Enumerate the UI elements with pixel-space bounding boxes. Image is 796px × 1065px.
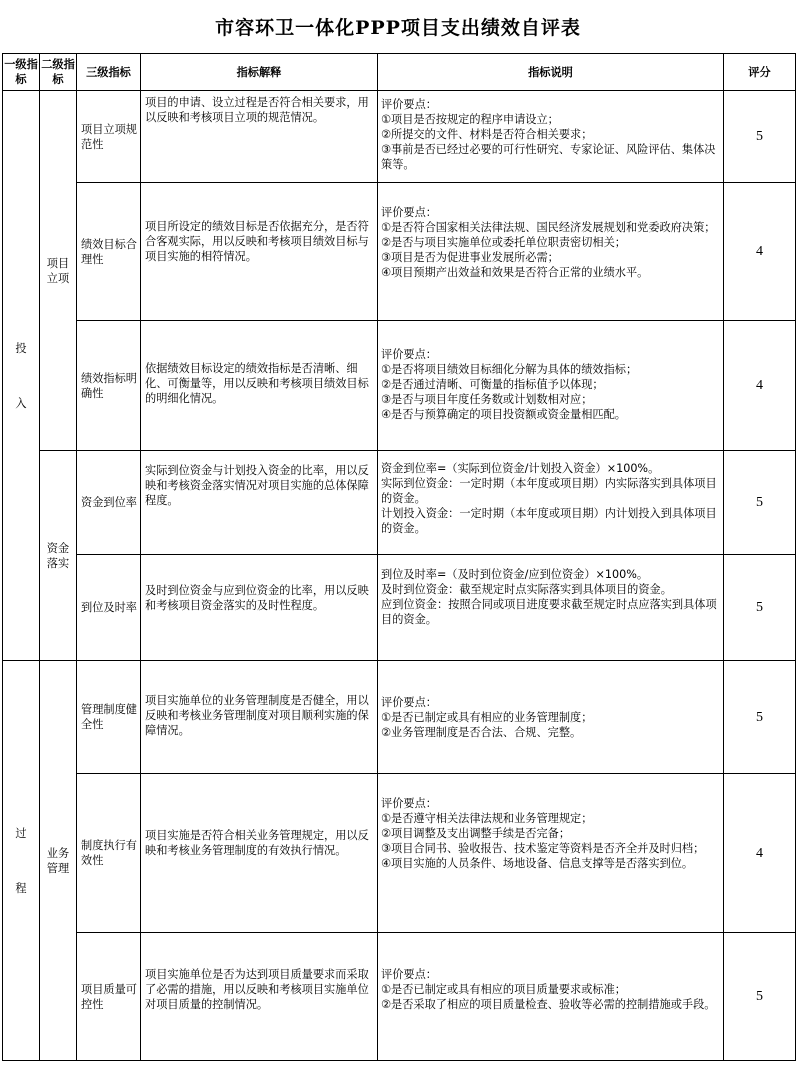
header-score: 评分 xyxy=(724,54,796,91)
header-description: 指标说明 xyxy=(378,54,724,91)
header-row xyxy=(3,54,796,91)
indicator-score: 4 xyxy=(724,321,796,451)
indicator-explanation: 项目所设定的绩效目标是否依据充分，是否符合客观实际，用以反映和考核项目绩效目标与项目实施的相符情况。 xyxy=(141,183,378,321)
indicator-score: 5 xyxy=(724,933,796,1061)
indicator-name: 绩效指标明确性 xyxy=(77,321,141,451)
header-level3: 三级指标 xyxy=(77,54,141,91)
indicator-description: 资金到位率=（实际到位资金/计划投入资金）×100%。 实际到位资金：一定时期（本年度或项目期）内实际落实到具体项目的资金。 计划投入资金：一定时期（本年度或项目期）内计划投入到具体项目的资金。 xyxy=(378,451,724,555)
indicator-name: 管理制度健全性 xyxy=(77,661,141,774)
table-row xyxy=(3,933,796,1061)
indicator-name: 项目质量可控性 xyxy=(77,933,141,1061)
table-row xyxy=(3,661,796,774)
indicator-explanation: 项目实施是否符合相关业务管理规定，用以反映和考核业务管理制度的有效执行情况。 xyxy=(141,774,378,933)
subgroup-cell: 资金落实 xyxy=(40,451,77,661)
indicator-description: 评价要点： ①是否将项目绩效目标细化分解为具体的绩效指标； ②是否通过清晰、可衡量的指标值予以体现； ③是否与项目年度任务数或计划数相对应； ④是否与预算确定的项目投资额或资金量相匹配。 xyxy=(378,321,724,451)
indicator-explanation: 项目实施单位是否为达到项目质量要求而采取了必需的措施，用以反映和考核项目实施单位对项目质量的控制情况。 xyxy=(141,933,378,1061)
indicator-description: 评价要点： ①项目是否按规定的程序申请设立； ②所提交的文件、材料是否符合相关要求； ③事前是否已经过必要的可行性研究、专家论证、风险评估、集体决策等。 xyxy=(378,91,724,183)
indicator-score: 5 xyxy=(724,91,796,183)
indicator-description: 评价要点： ①是否符合国家相关法律法规、国民经济发展规划和党委政府决策； ②是否与项目实施单位或委托单位职责密切相关； ③项目是否为促进事业发展所必需； ④项目预期产出效益和效果是否符合正常的业绩水平。 xyxy=(378,183,724,321)
indicator-description: 评价要点： ①是否遵守相关法律法规和业务管理规定； ②项目调整及支出调整手续是否完备； ③项目合同书、验收报告、技术鉴定等资料是否齐全并及时归档； ④项目实施的人员条件、场地设备、信息支撑等是否落实到位。 xyxy=(378,774,724,933)
indicator-explanation: 项目实施单位的业务管理制度是否健全，用以反映和考核业务管理制度对项目顺利实施的保障情况。 xyxy=(141,661,378,774)
indicator-score: 4 xyxy=(724,774,796,933)
indicator-score: 4 xyxy=(724,183,796,321)
group-cell-input: 投 入 xyxy=(3,91,40,661)
table-row xyxy=(3,555,796,661)
indicator-score: 5 xyxy=(724,451,796,555)
header-level1: 一级指标 xyxy=(3,54,40,91)
table-row xyxy=(3,451,796,555)
table-row xyxy=(3,321,796,451)
indicator-name: 资金到位率 xyxy=(77,451,141,555)
indicator-name: 项目立项规范性 xyxy=(77,91,141,183)
header-explanation: 指标解释 xyxy=(141,54,378,91)
subgroup-cell: 业务管理 xyxy=(40,661,77,1061)
page-title: 市容环卫一体化PPP项目支出绩效自评表 xyxy=(215,17,581,39)
indicator-name: 绩效目标合理性 xyxy=(77,183,141,321)
indicator-score: 5 xyxy=(724,555,796,661)
indicator-description: 评价要点： ①是否已制定或具有相应的业务管理制度； ②业务管理制度是否合法、合规、完整。 xyxy=(378,661,724,774)
indicator-name: 到位及时率 xyxy=(77,555,141,661)
indicator-explanation: 依据绩效目标设定的绩效指标是否清晰、细化、可衡量等，用以反映和考核项目绩效目标的明细化情况。 xyxy=(141,321,378,451)
indicator-description: 到位及时率=（及时到位资金/应到位资金）×100%。 及时到位资金：截至规定时点实际落实到具体项目的资金。 应到位资金：按照合同或项目进度要求截至规定时点应落实到具体项目的资金。 xyxy=(378,555,724,661)
group-cell-process: 过 程 xyxy=(3,661,40,1061)
indicator-explanation: 实际到位资金与计划投入资金的比率，用以反映和考核资金落实情况对项目实施的总体保障程度。 xyxy=(141,451,378,555)
indicator-explanation: 及时到位资金与应到位资金的比率，用以反映和考核项目资金落实的及时性程度。 xyxy=(141,555,378,661)
indicator-description: 评价要点： ①是否已制定或具有相应的项目质量要求或标准； ②是否采取了相应的项目质量检查、验收等必需的控制措施或手段。 xyxy=(378,933,724,1061)
header-level2: 二级指标 xyxy=(40,54,77,91)
table-row xyxy=(3,91,796,183)
indicator-name: 制度执行有效性 xyxy=(77,774,141,933)
indicator-explanation: 项目的申请、设立过程是否符合相关要求，用以反映和考核项目立项的规范情况。 xyxy=(141,91,378,183)
table-row xyxy=(3,183,796,321)
indicator-score: 5 xyxy=(724,661,796,774)
subgroup-cell: 项目立项 xyxy=(40,91,77,451)
evaluation-table xyxy=(2,53,796,1061)
table-row xyxy=(3,774,796,933)
